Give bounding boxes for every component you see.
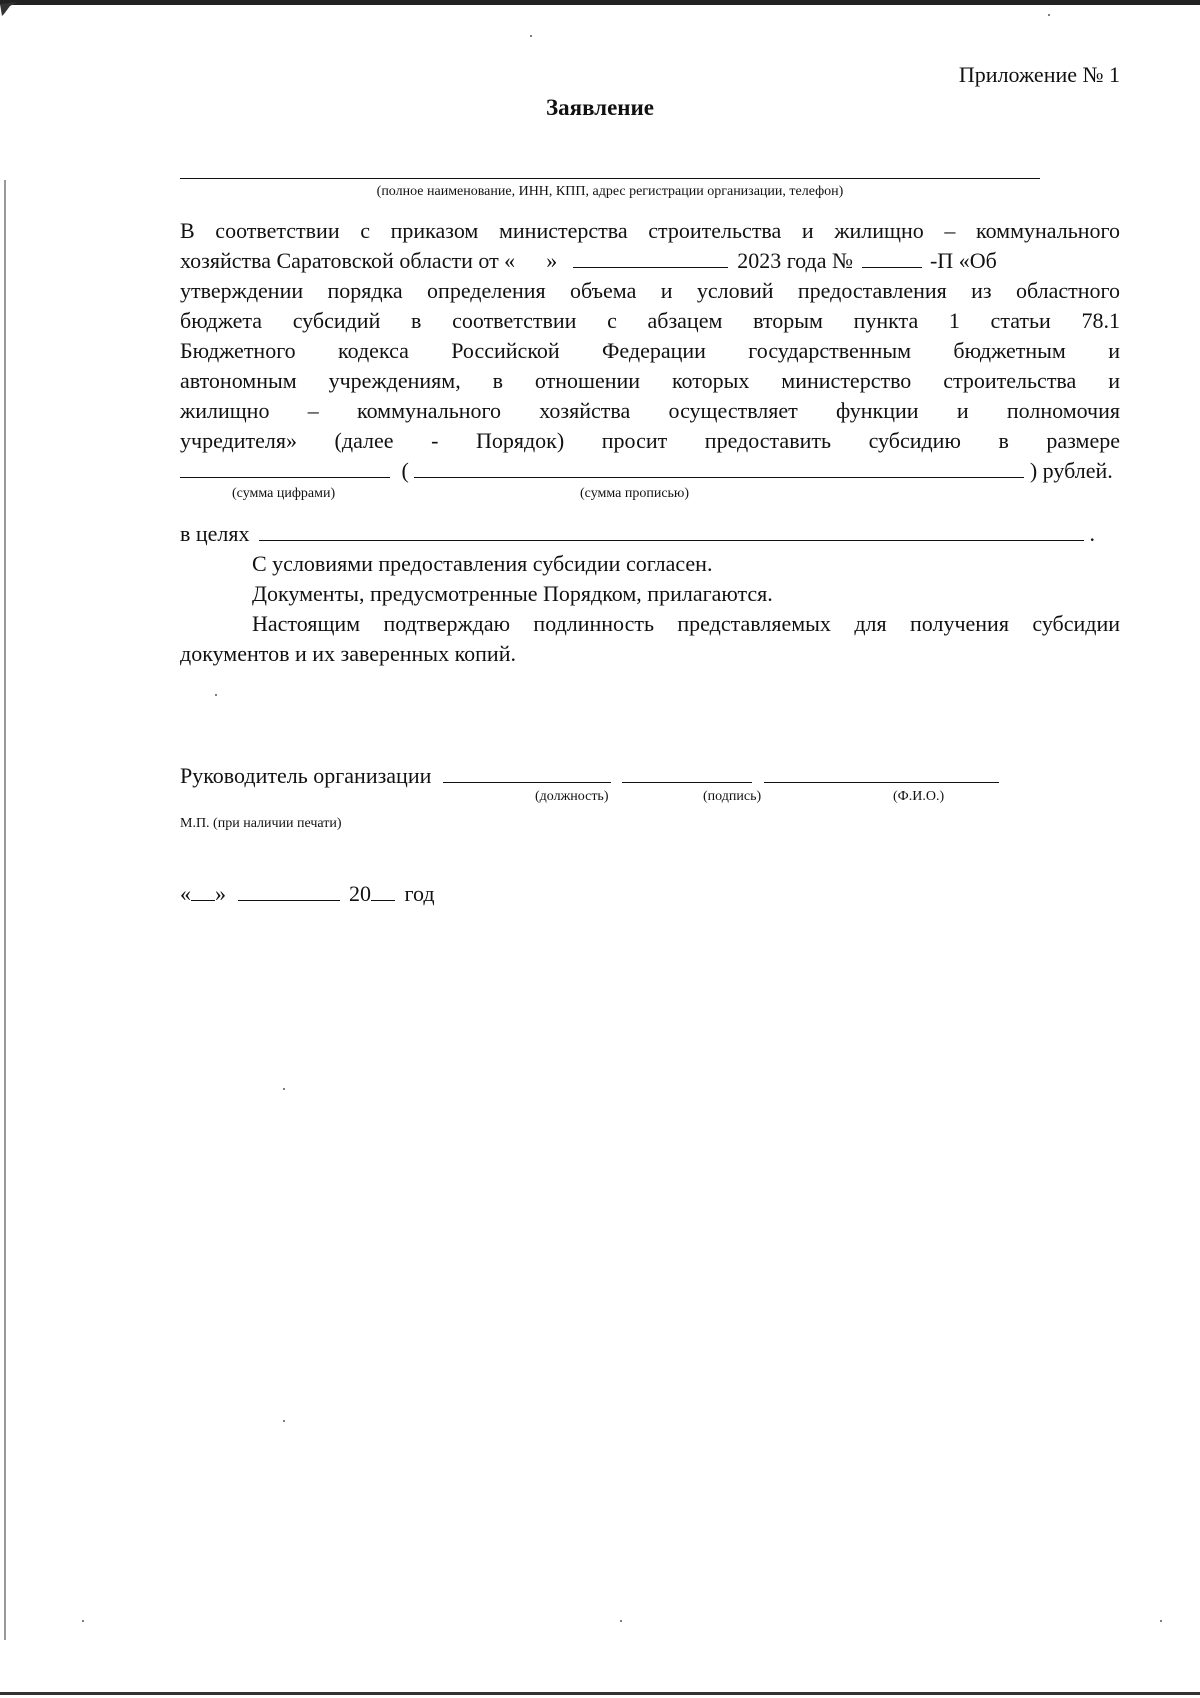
amount-words-caption: (сумма прописью) <box>580 486 690 501</box>
date-year-field[interactable] <box>371 880 395 901</box>
goal-field[interactable] <box>259 520 1084 541</box>
body-line: учредителя» (далее - Порядок) просит предоставить субсидию в размере <box>180 428 1120 453</box>
scan-speck <box>283 1420 285 1422</box>
amount-digits-field[interactable] <box>180 457 390 478</box>
body-line: В соответствии с приказом министерства строительства и жилищно – коммунального <box>180 218 1120 243</box>
annex-number: Приложение № 1 <box>958 62 1120 87</box>
head-label: Руководитель организации <box>180 763 432 788</box>
scan-edge-left <box>4 180 6 1640</box>
body-line: жилищно – коммунального хозяйства осуществляет функции и полномочия <box>180 398 1120 423</box>
confirm-paragraph <box>180 609 1120 669</box>
body-line: Бюджетного кодекса Российской Федерации государственным бюджетным и <box>180 338 1120 363</box>
body-text: -П «Об <box>929 248 997 273</box>
signature-caption: (подпись) <box>703 789 762 804</box>
organization-field[interactable] <box>180 178 1040 179</box>
agree-paragraph: С условиями предоставления субсидии согласен. <box>252 551 713 576</box>
full-name-caption: (Ф.И.О.) <box>893 789 945 804</box>
body-text: 2023 года № <box>737 248 853 273</box>
scan-speck <box>530 35 532 37</box>
position-caption: (должность) <box>535 789 609 804</box>
scan-speck <box>1048 14 1050 16</box>
body-text: » <box>546 248 558 273</box>
document-title: Заявление <box>545 95 655 120</box>
goal-line <box>180 519 1120 549</box>
open-paren: ( <box>401 458 409 483</box>
date-open-quote: « <box>180 881 191 906</box>
full-name-field[interactable] <box>764 762 999 783</box>
scan-corner-mark <box>0 0 20 18</box>
scan-speck <box>620 1620 622 1622</box>
goal-end: . <box>1089 521 1096 546</box>
amount-words-field[interactable] <box>414 457 1024 478</box>
date-month-field[interactable] <box>238 880 340 901</box>
scan-speck <box>215 694 217 696</box>
scan-edge-bottom <box>0 1692 1200 1695</box>
goal-label: в целях <box>180 521 250 546</box>
signature-field[interactable] <box>622 762 752 783</box>
order-month-field[interactable] <box>573 247 728 268</box>
scan-speck <box>82 1620 84 1622</box>
scan-speck <box>1160 1620 1162 1622</box>
date-close-quote: » <box>215 881 226 906</box>
body-line: автономным учреждениям, в отношении которых министерство строительства и <box>180 368 1120 393</box>
date-year-word: год <box>404 881 435 906</box>
order-number-field[interactable] <box>862 247 922 268</box>
organization-caption: (полное наименование, ИНН, КПП, адрес регистрации организации, телефон) <box>376 184 844 199</box>
order-day-field[interactable] <box>521 248 541 268</box>
body-line: утверждении порядка определения объема и условий предоставления из областного <box>180 278 1120 303</box>
request-paragraph <box>180 216 1120 486</box>
confirm-text: Настоящим подтверждаю подлинность представляемых для получения субсидии документов и их заверенных копий. <box>180 611 1120 666</box>
date-day-field[interactable] <box>191 880 215 901</box>
body-line <box>180 246 1120 276</box>
head-signature-line <box>180 762 999 789</box>
scan-speck <box>283 1088 285 1090</box>
date-century: 20 <box>349 881 371 906</box>
body-text: хозяйства Саратовской области от « <box>180 248 516 273</box>
amount-digits-caption: (сумма цифрами) <box>232 486 336 501</box>
date-line <box>180 880 435 907</box>
scan-edge-top <box>0 0 1200 5</box>
body-line: бюджета субсидий в соответствии с абзацем вторым пункта 1 статьи 78.1 <box>180 308 1120 333</box>
position-field[interactable] <box>443 762 611 783</box>
close-paren: ) рублей. <box>1029 458 1113 483</box>
documents-paragraph: Документы, предусмотренные Порядком, прилагаются. <box>252 581 773 606</box>
stamp-note: М.П. (при наличии печати) <box>180 816 342 831</box>
amount-line <box>180 456 1120 486</box>
